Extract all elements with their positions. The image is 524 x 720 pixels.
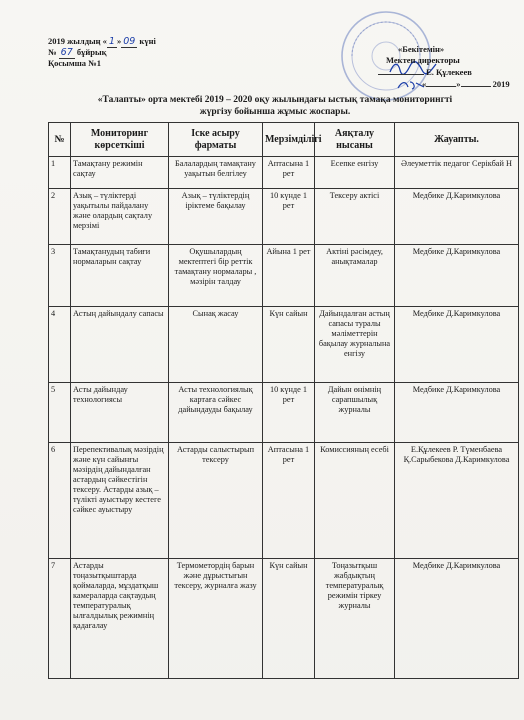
approval-block [372,44,518,90]
table-header-row [49,123,519,157]
header-completion: Аяқталу нысаны [315,123,395,157]
order-date-line: 2019 жылдың « 1 » 09 күні [48,36,156,47]
approval-name-line: Е. Құлекеев [372,66,518,78]
header-number: № [49,123,71,157]
monitoring-plan-table [48,122,519,679]
table-row: 2 Азық – түліктерді уақытылы пайдалану және олардың сақталу мерзімі Азық – түліктердің іріктеме бақылау 10 күнде 1 рет Тексеру актісі Медбике Д.Каримкулова [49,189,519,245]
order-reference-block [48,36,156,69]
table-row: 1 Тамақтану режимін сақтау Балалардың тамақтану уақытын белгілеу Аптасына 1 рет Есепке енгізу Әлеуметтік педагог Серікбай Н [49,157,519,189]
approval-heading: «Бекітемін» [398,44,445,54]
table-row: 3 Тамақтанудың табиғи нормаларын сақтау Оқушылардың мектептегі бір реттік тамақтану нормалары , мәзірін талдау Айына 1 рет Актіні рәсімдеу, анықтамалар Медбике Д.Каримкулова [49,245,519,307]
approval-position: Мектеп директоры [386,55,460,65]
table-row: 7 Астарды тоңазытқыштарда қоймаларда, мұздатқыш камераларда сақтаудың температуралық ылғалдылық режимнің қадағалау Термометордің барын және дұрыстығын тексеру, журналға жазу Күн сайын Тоңазытқыш жабдықтың температуралық режимін тіркеу журналы Медбике Д.Каримкулова [49,559,519,679]
order-number: 67 [60,47,73,58]
approval-date-line: « » 2019 [422,79,510,89]
order-day: 1 [108,36,115,47]
table-row: 6 Перепективалық мәзірдің және күн сайынғы мәзірдің дайындалған астардың сәйкестігін тексеру. Астарды азық – түлікті ауыстыру кестеге сәйкес ауыстыру Астарды салыстырып тексеру Аптасына 1 рет Комиссияның есебі Е.Құлекеев Р. Түменбаева Қ.Сарыбекова Д.Каримкулова [49,443,519,559]
header-period: Мерзімділігі [263,123,315,157]
document-title: «Талапты» орта мектебі 2019 – 2020 оқу жылындағы ыстық тамақа мониторингті жүргізу бойынша жұмыс жоспары. [97,95,453,117]
table-row: 5 Асты дайындау технологиясы Асты технологиялық картаға сәйкес дайындауды бақылау 10 күнде 1 рет Дайын өнімнің сарапшылық журналы Медбике Д.Каримкулова [49,383,519,443]
order-number-line: № 67 бұйрық [48,47,107,58]
header-format: Іске асыру фарматы [169,123,263,157]
order-month: 09 [123,36,136,47]
header-indicator: Мониторинг көрсеткіші [71,123,169,157]
table-row: 4 Астың дайындалу сапасы Сынақ жасау Күн сайын Дайындалған астың сапасы туралы мәліметтерін бақылау журналына енгізу Медбике Д.Каримкулова [49,307,519,383]
appendix-label: Қосымша №1 [48,58,101,68]
header-responsible: Жауапты. [395,123,519,157]
